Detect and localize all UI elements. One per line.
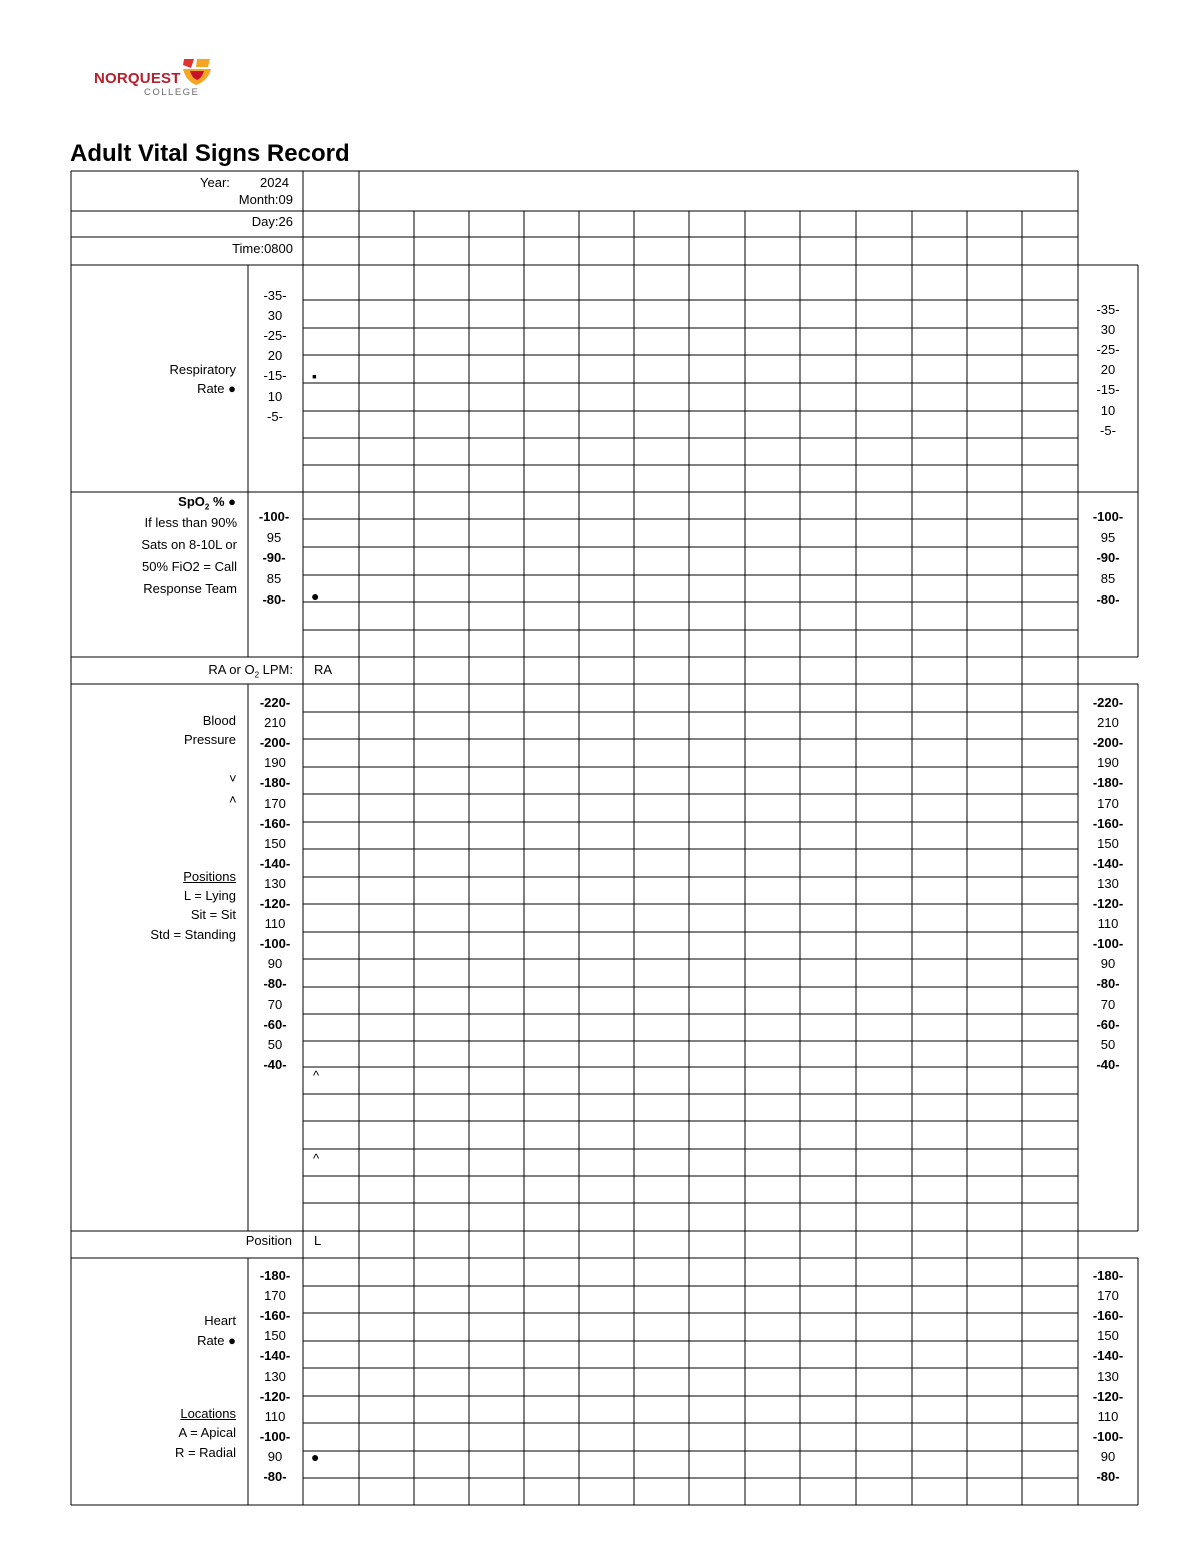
- logo-name: NORQUEST: [94, 70, 181, 87]
- diastolic-symbol: ˄: [229, 792, 237, 807]
- position-standing: Std = Standing: [150, 927, 236, 942]
- axis-tick-label: -200-: [259, 735, 291, 751]
- axis-tick-label: -140-: [1092, 855, 1124, 871]
- axis-tick-label: 130: [1097, 1368, 1119, 1384]
- axis-tick-label: -80-: [1096, 1469, 1120, 1484]
- axis-tick-label: 110: [1097, 916, 1119, 932]
- axis-tick-label: 190: [264, 755, 286, 771]
- bp-label-1: Blood: [202, 713, 236, 728]
- axis-tick-label: 110: [1097, 1408, 1119, 1424]
- axis-tick-label: -100-: [259, 936, 291, 952]
- bp-label-2: Pressure: [183, 732, 236, 747]
- axis-tick-label: 95: [1100, 529, 1116, 545]
- axis-tick-label: 150: [1097, 1328, 1119, 1344]
- axis-tick-label: -80-: [1096, 976, 1120, 992]
- axis-tick-label: 50: [267, 1036, 283, 1052]
- axis-tick-label: 90: [267, 956, 283, 972]
- axis-tick-label: -15-: [1096, 382, 1120, 398]
- axis-tick-label: 150: [264, 1328, 286, 1344]
- axis-tick-label: 70: [267, 996, 283, 1012]
- axis-tick-label: -40-: [1096, 1056, 1120, 1072]
- axis-tick-label: 10: [1100, 402, 1116, 418]
- axis-tick-label: -120-: [1092, 896, 1124, 911]
- axis-tick-label: 170: [264, 795, 286, 811]
- axis-tick-label: 90: [1100, 1448, 1116, 1464]
- axis-tick-label: -140-: [259, 855, 291, 871]
- axis-tick-label: -100-: [1092, 936, 1124, 952]
- axis-tick-label: -160-: [259, 1308, 291, 1324]
- axis-tick-label: -80-: [263, 1469, 287, 1484]
- axis-tick-label: 210: [1097, 715, 1119, 731]
- axis-tick-label: -160-: [259, 815, 291, 831]
- axis-tick-label: -120-: [259, 896, 291, 911]
- oxygen-label: RA or $O_2$ LPM:: [208, 662, 293, 680]
- axis-tick-label: 130: [264, 1368, 286, 1384]
- spo2-label: SpO$_2$ % ●: [178, 494, 236, 512]
- axis-tick-label: -220-: [1092, 695, 1124, 710]
- axis-tick-label: -60-: [263, 1016, 287, 1032]
- logo-subtitle: COLLEGE: [144, 87, 200, 98]
- axis-tick-label: -100-: [259, 1428, 291, 1444]
- axis-tick-label: -25-: [1096, 342, 1120, 358]
- axis-tick-label: 85: [266, 571, 282, 587]
- axis-tick-label: 170: [1097, 795, 1119, 811]
- axis-tick-label: -160-: [1092, 1308, 1124, 1324]
- location-radial: R = Radial: [174, 1445, 236, 1460]
- axis-tick-label: 90: [267, 1448, 283, 1464]
- locations-title: Locations: [180, 1406, 236, 1421]
- respiratory-data-point: ▪: [312, 368, 317, 385]
- axis-tick-label: 110: [264, 1408, 286, 1424]
- axis-tick-label: 30: [1100, 322, 1116, 338]
- day-value: Day:26: [251, 214, 293, 229]
- page-title: Adult Vital Signs Record: [70, 140, 350, 167]
- axis-tick-label: -80-: [262, 591, 286, 607]
- axis-tick-label: -5-: [1100, 422, 1116, 438]
- month-value: Month:09: [238, 192, 293, 207]
- axis-tick-label: -35-: [1096, 302, 1120, 317]
- spo2-note-3: 50% FiO2 = Call: [141, 559, 237, 574]
- time-value: Time:0800: [232, 241, 293, 256]
- axis-tick-label: -80-: [263, 976, 287, 992]
- position-row-value: L: [314, 1233, 322, 1248]
- axis-tick-label: -220-: [259, 695, 291, 710]
- axis-tick-label: 10: [267, 388, 283, 404]
- axis-tick-label: 110: [264, 916, 286, 932]
- axis-tick-label: 50: [1100, 1036, 1116, 1052]
- hr-label-2: Rate ●: [197, 1333, 236, 1348]
- axis-tick-label: -180-: [259, 775, 291, 791]
- position-sit: Sit = Sit: [190, 907, 236, 922]
- axis-tick-label: -35-: [263, 288, 287, 303]
- oxygen-value: RA: [314, 662, 333, 677]
- axis-tick-label: 130: [1097, 875, 1119, 891]
- axis-tick-label: 130: [264, 875, 286, 891]
- axis-tick-label: -25-: [263, 328, 287, 344]
- hr-data-point: ●: [311, 1448, 320, 1465]
- respiratory-label-1: Respiratory: [169, 362, 236, 377]
- respiratory-label-2: Rate ●: [197, 381, 236, 396]
- axis-tick-label: -180-: [1092, 1268, 1124, 1283]
- axis-tick-label: 190: [1097, 755, 1119, 771]
- axis-tick-label: -140-: [1092, 1348, 1124, 1364]
- spo2-note-2: Sats on 8-10L or: [141, 537, 237, 552]
- axis-tick-label: -140-: [259, 1348, 291, 1364]
- axis-tick-label: -5-: [267, 408, 283, 424]
- spo2-note-4: Response Team: [143, 581, 237, 596]
- spo2-data-point: ●: [311, 587, 320, 604]
- axis-tick-label: 150: [264, 835, 286, 851]
- bp-mark-2: ^: [313, 1151, 320, 1166]
- axis-tick-label: -15-: [263, 368, 287, 384]
- axis-tick-label: -60-: [1096, 1016, 1120, 1032]
- axis-tick-label: -180-: [259, 1268, 291, 1283]
- year-value: 2024: [260, 175, 289, 190]
- year-label: Year:: [200, 175, 230, 190]
- axis-tick-label: 20: [1100, 362, 1116, 378]
- axis-tick-label: -120-: [1092, 1388, 1124, 1404]
- systolic-symbol: ˅: [229, 771, 237, 786]
- bp-mark-1: ^: [313, 1068, 320, 1083]
- axis-tick-label: -100-: [1092, 509, 1124, 524]
- axis-tick-label: 20: [267, 348, 283, 364]
- axis-tick-label: -80-: [1096, 591, 1120, 607]
- axis-tick-label: -180-: [1092, 775, 1124, 791]
- location-apical: A = Apical: [178, 1425, 236, 1440]
- axis-tick-label: -120-: [259, 1388, 291, 1404]
- axis-tick-label: -90-: [1096, 550, 1120, 566]
- position-lying: L = Lying: [183, 888, 236, 903]
- axis-tick-label: 95: [266, 529, 282, 545]
- axis-tick-label: -100-: [1092, 1428, 1124, 1444]
- position-row-label: Position: [245, 1233, 292, 1248]
- axis-tick-label: -100-: [258, 509, 290, 524]
- axis-tick-label: 170: [264, 1288, 286, 1304]
- axis-tick-label: 210: [264, 715, 286, 731]
- axis-tick-label: -200-: [1092, 735, 1124, 751]
- axis-tick-label: -90-: [262, 550, 286, 566]
- positions-title: Positions: [183, 869, 236, 884]
- axis-tick-label: -160-: [1092, 815, 1124, 831]
- spo2-note-1: If less than 90%: [144, 515, 237, 530]
- axis-tick-label: 30: [267, 308, 283, 324]
- hr-label-1: Heart: [204, 1313, 236, 1328]
- axis-tick-label: 90: [1100, 956, 1116, 972]
- axis-tick-label: 150: [1097, 835, 1119, 851]
- axis-tick-label: 70: [1100, 996, 1116, 1012]
- axis-tick-label: -40-: [263, 1056, 287, 1072]
- axis-tick-label: 170: [1097, 1288, 1119, 1304]
- axis-tick-label: 85: [1100, 571, 1116, 587]
